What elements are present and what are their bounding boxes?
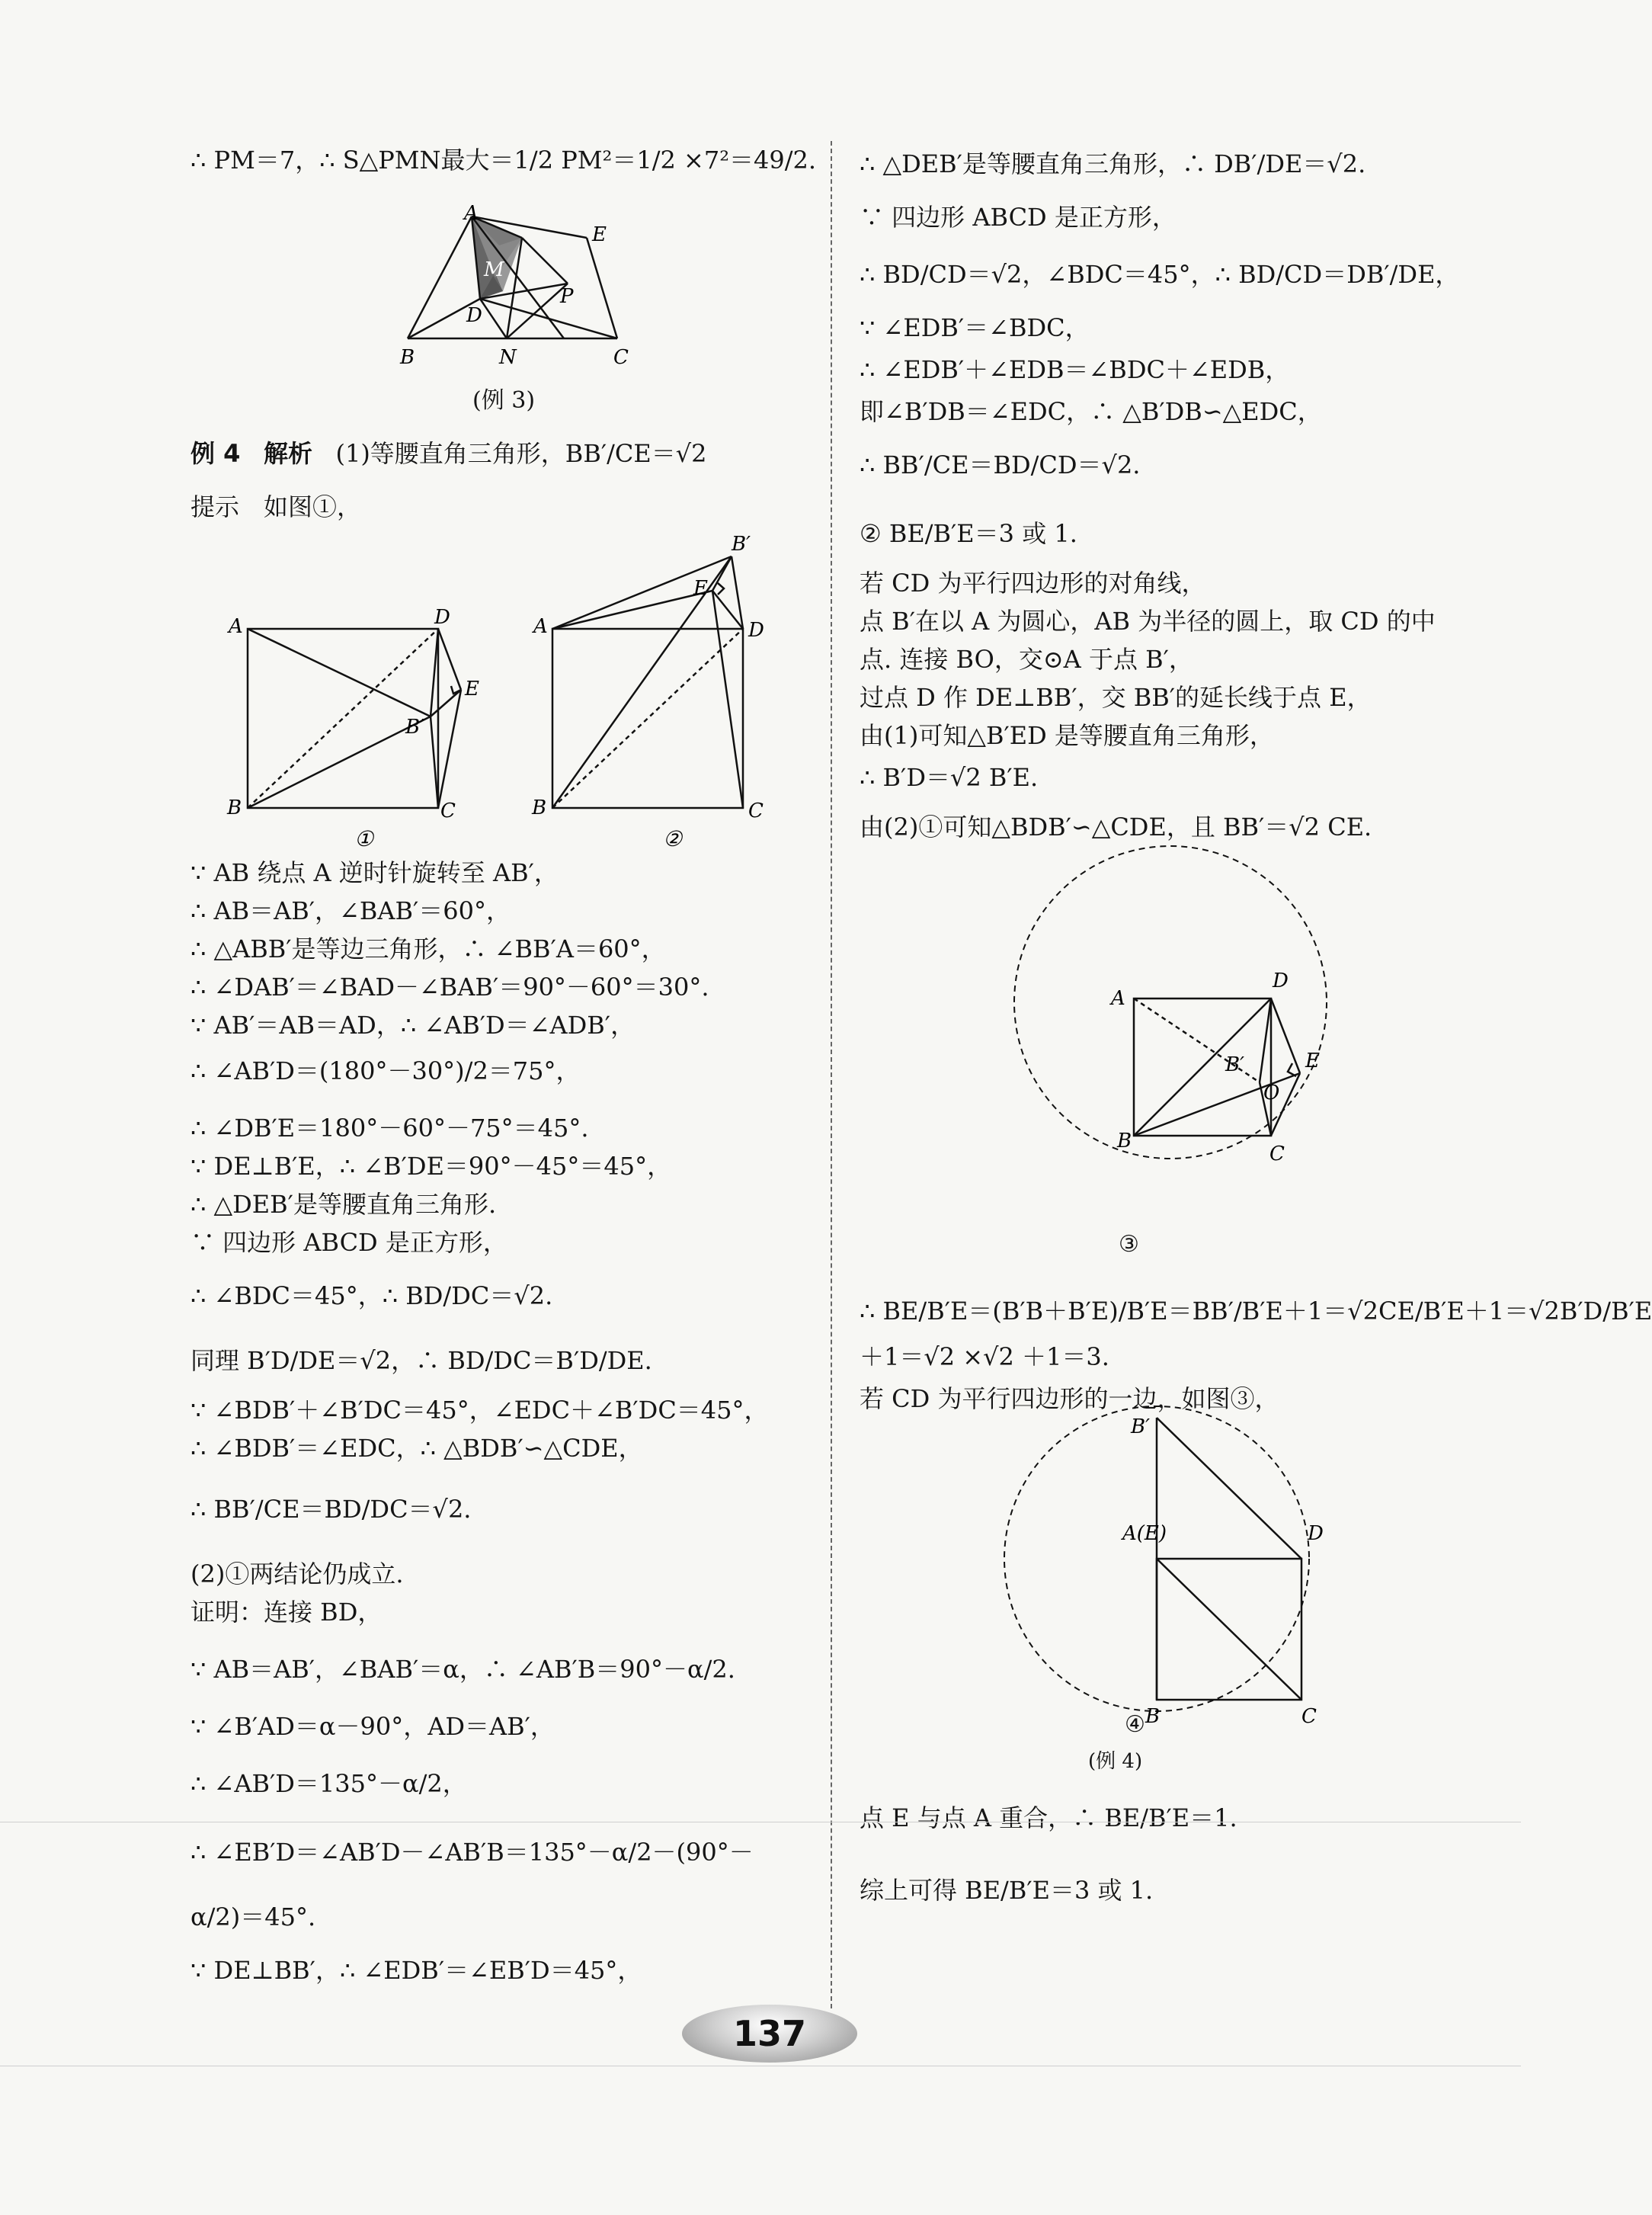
label-Bp: B′ — [1225, 1053, 1245, 1076]
text-line: ∴ ∠BDB′＝∠EDC，∴ △BDB′∽△CDE， — [190, 1434, 643, 1463]
text-line: 若 CD 为平行四边形的对角线， — [860, 569, 1206, 598]
analysis-label: 解析 — [263, 439, 312, 468]
label-E: E — [592, 223, 607, 246]
label-D: D — [1273, 970, 1289, 992]
text-line: ∵ DE⊥B′E，∴ ∠B′DE＝90°－45°＝45°， — [190, 1152, 672, 1181]
text-line: ∴ BE/B′E＝(B′B＋B′E)/B′E＝BB′/B′E＋1＝√2CE/B′E＋1＝√2B′D/B′E — [860, 1297, 1652, 1325]
label-Bp: B′ — [405, 716, 425, 739]
text-line: ∴ BB′/CE＝BD/DC＝√2. — [190, 1495, 472, 1524]
label-D: D — [434, 606, 450, 629]
label-E: E — [693, 577, 708, 600]
text-line: ∴ △ABB′是等边三角形，∴ ∠BB′A＝60°， — [190, 934, 666, 963]
label-E: E — [1305, 1050, 1320, 1072]
label-C: C — [613, 346, 629, 369]
text-line: 过点 D 作 DE⊥BB′，交 BB′的延长线于点 E， — [860, 683, 1372, 712]
text-line: ∴ PM＝7，∴ S△PMN最大＝1/2 PM²＝1/2 ×7²＝49/2. — [190, 146, 817, 175]
figure-number: ④ — [1125, 1711, 1145, 1738]
figure-caption: (例 3) — [472, 387, 536, 414]
text-line: ∴ ∠DB′E＝180°－60°－75°＝45°. — [190, 1114, 589, 1143]
label-B: B — [1117, 1130, 1132, 1152]
text-line: ∴ ∠EDB′＋∠EDB＝∠BDC＋∠EDB， — [860, 355, 1290, 384]
text-line: ∴ ∠DAB′＝∠BAD－∠BAB′＝90°－60°＝30°. — [190, 973, 709, 1002]
label-C: C — [1301, 1705, 1317, 1728]
text-line: ∴ AB＝AB′，∠BAB′＝60°， — [190, 896, 511, 925]
text-line: ∴ ∠AB′D＝135°－α/2， — [190, 1769, 467, 1798]
example-4-line — [190, 438, 706, 469]
text-line: 由(1)可知△B′ED 是等腰直角三角形， — [860, 721, 1274, 750]
figures-1-2 — [206, 534, 808, 854]
text-line: ∴ △DEB′是等腰直角三角形. — [190, 1190, 497, 1219]
text-line: ∵ DE⊥BB′，∴ ∠EDB′＝∠EB′D＝45°， — [190, 1956, 642, 1985]
label-C: C — [1269, 1143, 1285, 1165]
text-line: ② BE/B′E＝3 或 1. — [860, 519, 1077, 548]
text-line: ∵ ∠EDB′＝∠BDC， — [860, 313, 1090, 342]
figure-number: ② — [663, 826, 683, 851]
label-A: A — [533, 615, 548, 638]
label-C: C — [440, 800, 456, 822]
figure-caption: (例 4) — [1088, 1750, 1143, 1773]
text-line: α/2)＝45°. — [190, 1902, 316, 1931]
text-line: 若 CD 为平行四边形的一边，如图③， — [860, 1384, 1279, 1413]
text-line: ∵ AB 绕点 A 逆时针旋转至 AB′， — [190, 858, 559, 887]
label-P: P — [560, 285, 574, 308]
text-line: (2)①两结论仍成立. — [190, 1559, 404, 1588]
text-line: ∵ 四边形 ABCD 是正方形， — [190, 1228, 507, 1257]
text-line: ∴ BB′/CE＝BD/CD＝√2. — [860, 450, 1141, 479]
text-line: 点 E 与点 A 重合，∴ BE/B′E＝1. — [860, 1803, 1237, 1832]
label-B: B — [1145, 1705, 1161, 1728]
figure-4 — [981, 1415, 1439, 1745]
figure-example-3 — [385, 202, 682, 379]
label-B: B — [400, 346, 415, 369]
column-divider — [831, 141, 832, 2008]
label-AE: A(E) — [1122, 1522, 1167, 1545]
text-line: 由(2)①可知△BDB′∽△CDE，且 BB′＝√2 CE. — [860, 813, 1372, 841]
hint-line: 提示 如图①， — [190, 492, 362, 521]
label-A: A — [1111, 987, 1125, 1010]
label-E: E — [465, 678, 479, 700]
text-line: ∴ ∠EB′D＝∠AB′D－∠AB′B＝135°－α/2－(90°－ — [190, 1838, 754, 1867]
text-line: 综上可得 BE/B′E＝3 或 1. — [860, 1876, 1154, 1905]
label-Bp: B′ — [1131, 1415, 1151, 1438]
label-B: B — [532, 797, 547, 819]
text-line: 点. 连接 BO，交⊙A 于点 B′， — [860, 645, 1193, 674]
text-line: ∵ ∠B′AD＝α－90°，AD＝AB′， — [190, 1712, 555, 1741]
text-line: ∵ 四边形 ABCD 是正方形， — [860, 203, 1177, 232]
label-O: O — [1263, 1082, 1280, 1104]
text-span: (1)等腰直角三角形，BB′/CE＝√2 — [335, 439, 707, 468]
figure-3 — [981, 846, 1439, 1242]
label-B: B — [227, 797, 242, 819]
text-line: 点 B′在以 A 为圆心，AB 为半径的圆上，取 CD 的中 — [860, 607, 1436, 636]
label-D: D — [466, 304, 482, 327]
label-A: A — [464, 202, 479, 225]
label-N: N — [499, 346, 517, 369]
text-line: ∴ ∠BDC＝45°，∴ BD/DC＝√2. — [190, 1281, 553, 1310]
text-line: ∴ ∠AB′D＝(180°－30°)/2＝75°， — [190, 1056, 581, 1085]
label-A: A — [229, 615, 243, 638]
example-label: 例 4 — [190, 439, 241, 468]
text-line: ∴ BD/CD＝√2，∠BDC＝45°，∴ BD/CD＝DB′/DE， — [860, 260, 1460, 289]
label-C: C — [748, 800, 764, 822]
label-D: D — [1308, 1522, 1324, 1545]
text-line: ∵ AB＝AB′，∠BAB′＝α，∴ ∠AB′B＝90°－α/2. — [190, 1655, 735, 1684]
label-Bp: B′ — [732, 533, 751, 556]
figure-number: ③ — [1119, 1231, 1139, 1258]
text-line: ∵ AB′＝AB＝AD，∴ ∠AB′D＝∠ADB′， — [190, 1011, 636, 1040]
page-number-badge — [682, 2005, 857, 2063]
figure-number: ① — [354, 826, 374, 851]
text-line: 同理 B′D/DE＝√2，∴ BD/DC＝B′D/DE. — [190, 1346, 652, 1375]
text-line: ∴ △DEB′是等腰直角三角形，∴ DB′/DE＝√2. — [860, 149, 1366, 178]
text-line: 即∠B′DB＝∠EDC，∴ △B′DB∽△EDC， — [860, 397, 1322, 426]
text-line: ＋1＝√2 ×√2 ＋1＝3. — [860, 1342, 1109, 1371]
text-line: ∴ B′D＝√2 B′E. — [860, 763, 1039, 792]
text-line: 证明：连接 BD， — [190, 1598, 383, 1627]
text-line: ∵ ∠BDB′＋∠B′DC＝45°，∠EDC＋∠B′DC＝45°， — [190, 1396, 769, 1425]
page-number: 137 — [732, 2013, 807, 2054]
label-M: M — [484, 258, 504, 281]
label-D: D — [748, 619, 764, 642]
